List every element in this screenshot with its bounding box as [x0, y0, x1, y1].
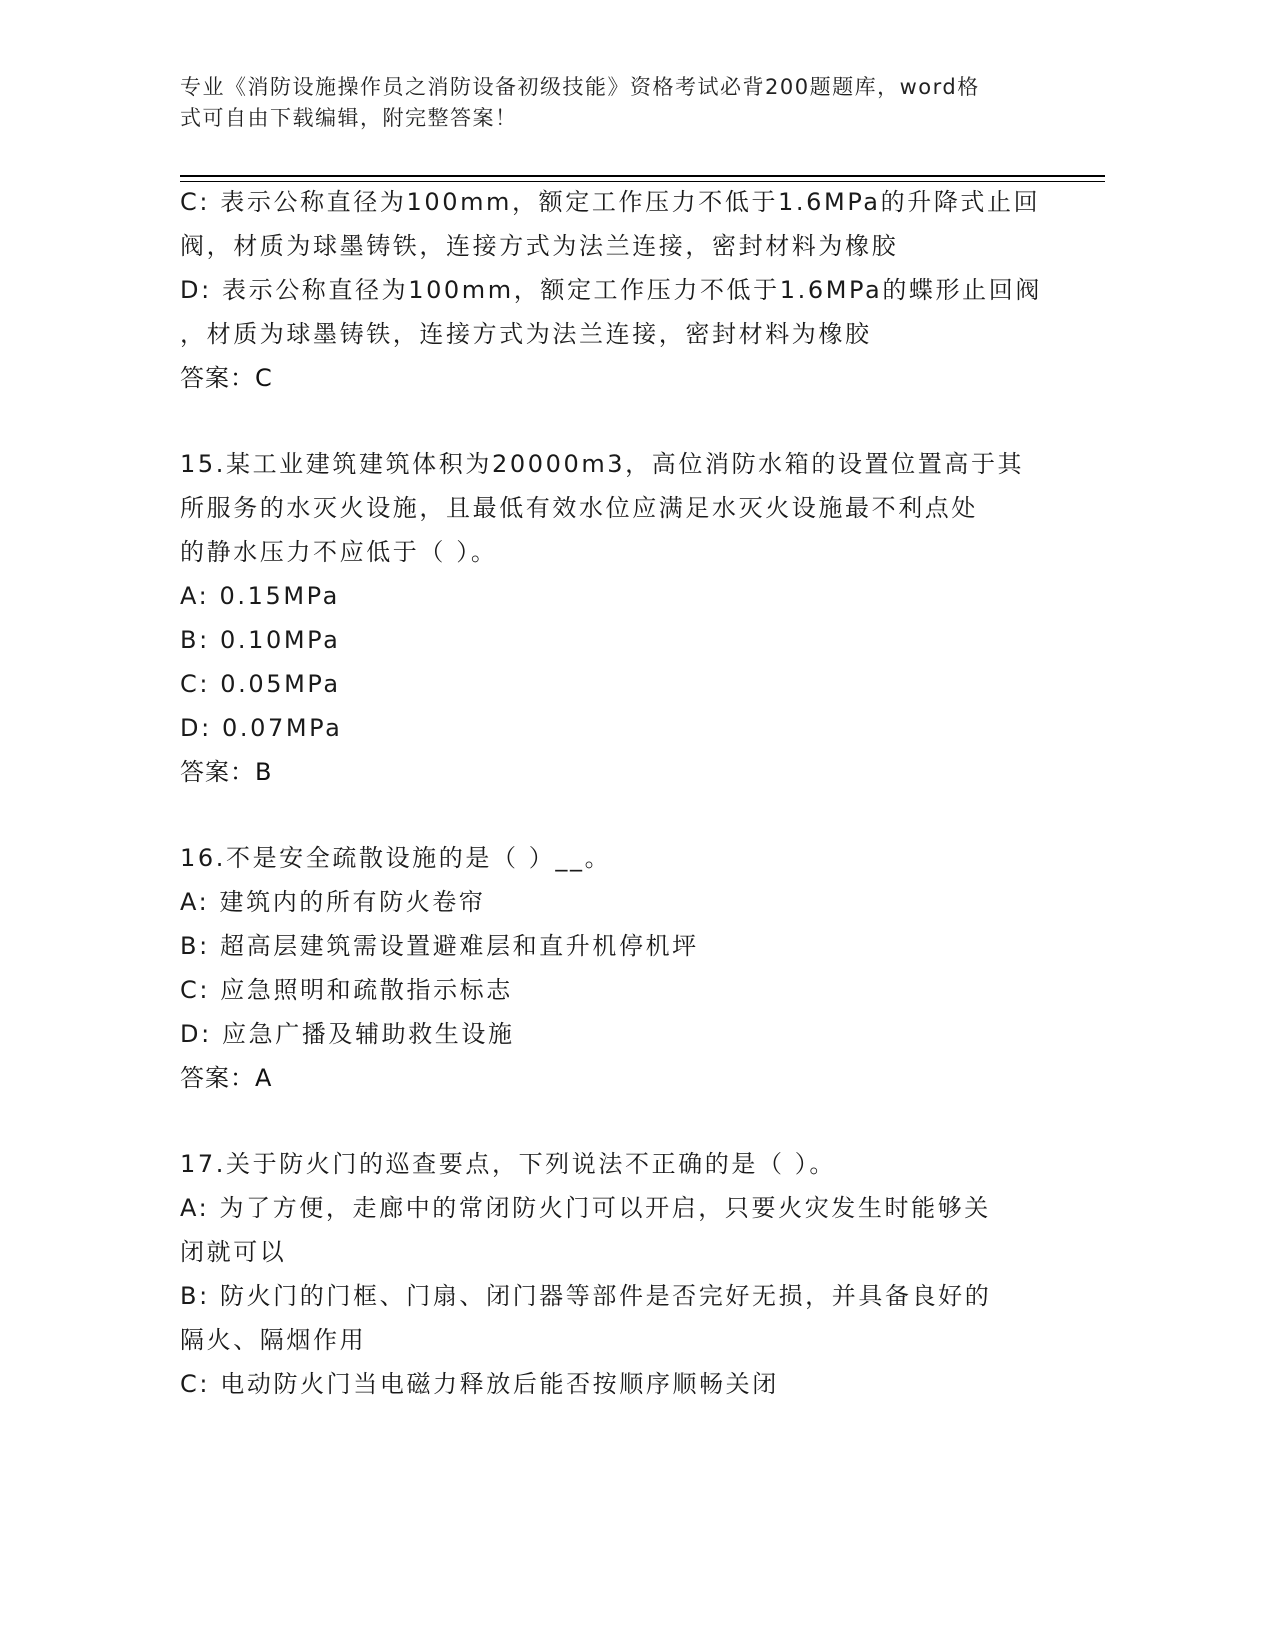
question-16 [180, 836, 1050, 1100]
answer-label: 答案：B [180, 758, 273, 786]
question-stem-line-2: 所服务的水灭火设施，且最低有效水位应满足水灭火设施最不利点处 [180, 494, 978, 522]
option-d: D: 应急广播及辅助救生设施 [180, 1020, 515, 1048]
option-d-line-2: ，材质为球墨铸铁，连接方式为法兰连接，密封材料为橡胶 [180, 320, 872, 348]
option-b: B: 超高层建筑需设置避难层和直升机停机坪 [180, 932, 699, 960]
option-a-line-2: 闭就可以 [180, 1238, 287, 1266]
option-a: A: 0.15MPa [180, 582, 340, 610]
option-a: A: 建筑内的所有防火卷帘 [180, 888, 486, 916]
spacer [180, 400, 1050, 442]
question-stem-line-3: 的静水压力不应低于（ ）。 [180, 538, 498, 566]
question-17 [180, 1142, 1050, 1406]
option-d-line-1: D: 表示公称直径为100mm，额定工作压力不低于1.6MPa的蝶形止回阀 [180, 276, 1042, 304]
document-body [180, 180, 1050, 1406]
question-stem-line-1: 15.某工业建筑建筑体积为20000m3，高位消防水箱的设置位置高于其 [180, 450, 1025, 478]
question-14-tail [180, 180, 1050, 400]
answer-label: 答案：C [180, 364, 273, 392]
option-c: C: 0.05MPa [180, 670, 341, 698]
question-stem: 16.不是安全疏散设施的是（ ）__。 [180, 844, 612, 872]
header-line-2: 式可自由下载编辑，附完整答案！ [180, 106, 518, 130]
spacer [180, 1100, 1050, 1142]
option-c-line-2: 阀，材质为球墨铸铁，连接方式为法兰连接，密封材料为橡胶 [180, 232, 899, 260]
option-b-line-2: 隔火、隔烟作用 [180, 1326, 367, 1354]
option-b-line-1: B: 防火门的门框、门扇、闭门器等部件是否完好无损，并具备良好的 [180, 1282, 992, 1310]
document-header [180, 72, 1040, 134]
option-a-line-1: A: 为了方便，走廊中的常闭防火门可以开启，只要火灾发生时能够关 [180, 1194, 991, 1222]
option-b: B: 0.10MPa [180, 626, 341, 654]
option-c: C: 应急照明和疏散指示标志 [180, 976, 513, 1004]
header-line-1: 专业《消防设施操作员之消防设备初级技能》资格考试必背200题题库，word格 [180, 75, 980, 99]
option-c: C: 电动防火门当电磁力释放后能否按顺序顺畅关闭 [180, 1370, 779, 1398]
question-15 [180, 442, 1050, 794]
option-c-line-1: C: 表示公称直径为100mm，额定工作压力不低于1.6MPa的升降式止回 [180, 188, 1041, 216]
option-d: D: 0.07MPa [180, 714, 343, 742]
answer-label: 答案：A [180, 1064, 273, 1092]
header-divider-thick [180, 175, 1105, 177]
question-stem: 17.关于防火门的巡查要点，下列说法不正确的是（ ）。 [180, 1150, 836, 1178]
spacer [180, 794, 1050, 836]
